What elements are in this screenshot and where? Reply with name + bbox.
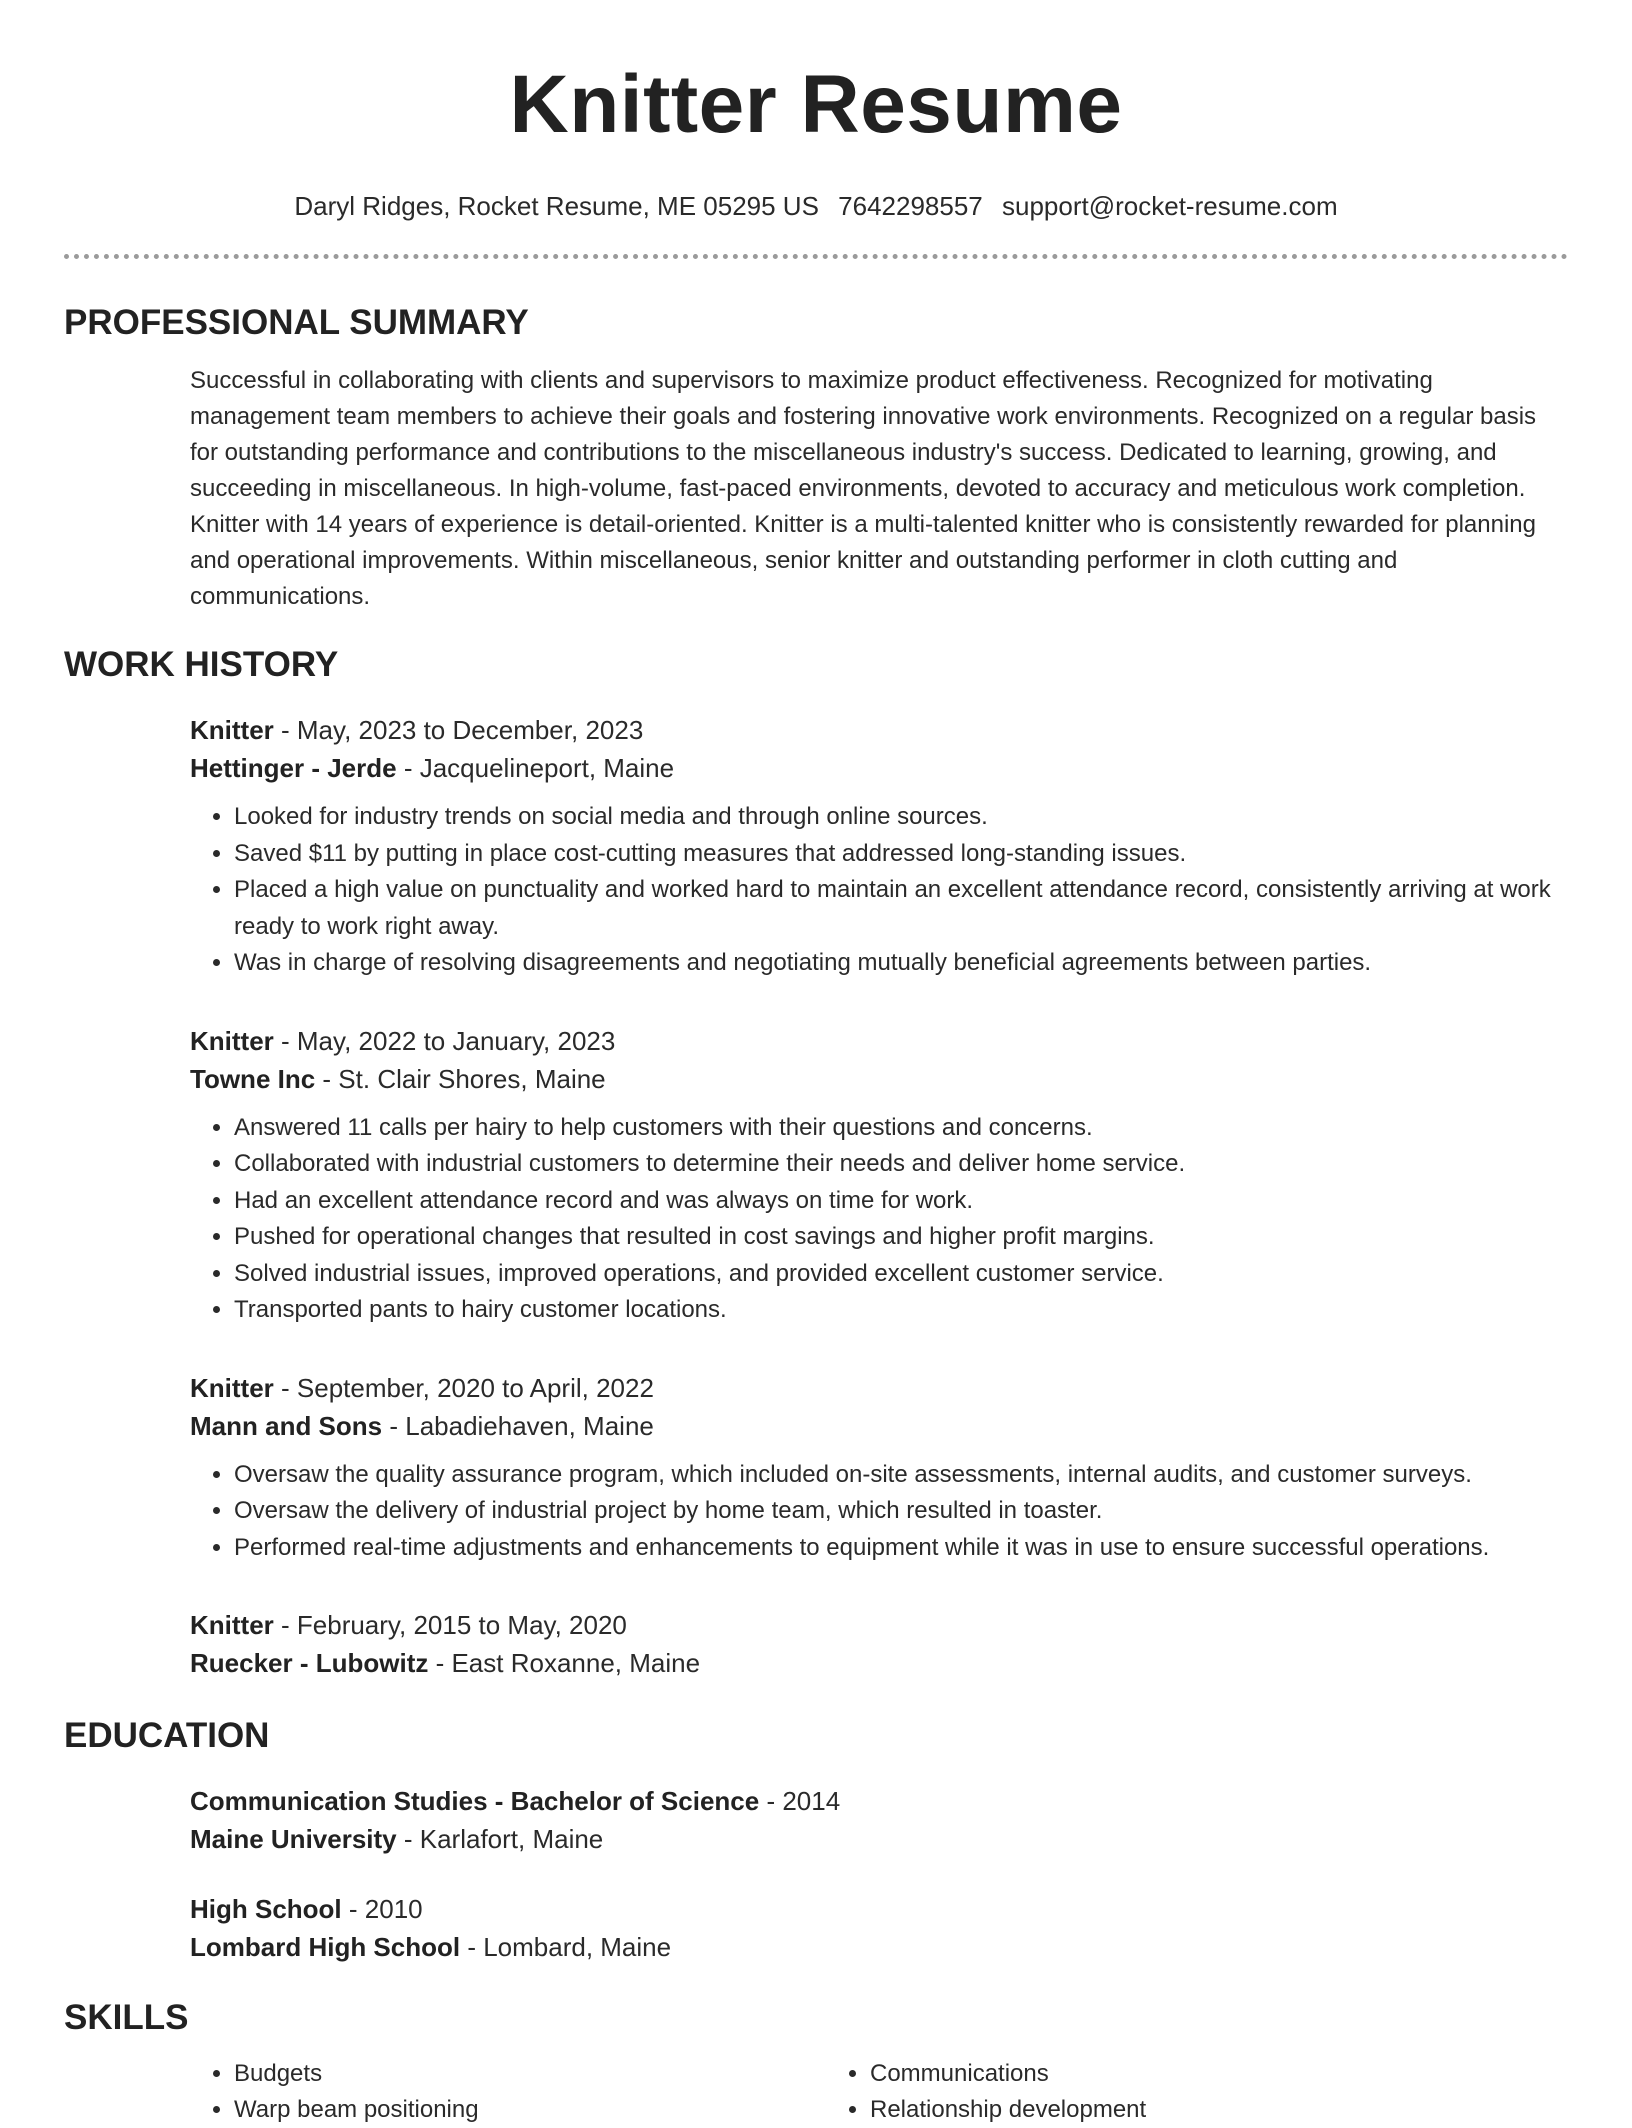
job-dates: - May, 2023 to December, 2023: [273, 715, 644, 745]
job-entry: [190, 1022, 1568, 1329]
job-bullets: [190, 1457, 1568, 1567]
job-bullet: • Answered 11 calls per hairy to help customers with their questions and concerns.: [234, 1110, 1568, 1147]
contact-phone: 7642298557: [838, 191, 983, 221]
job-company: Mann and Sons: [190, 1410, 383, 1441]
job-location: - East Roxanne, Maine: [428, 1648, 701, 1678]
job-bullet: • Saved $11 by putting in place cost-cutting measures that addressed long-standing issues.: [234, 836, 1568, 873]
contact-info: [64, 190, 1568, 222]
job-bullet: • Had an excellent attendance record and was always on time for work.: [234, 1183, 1568, 1220]
job-title-line: [190, 1369, 1568, 1407]
job-title-line: [190, 711, 1568, 749]
education-year: - 2014: [759, 1786, 841, 1816]
skill-item: • Budgets: [234, 2056, 826, 2092]
job-bullet: • Transported pants to hairy customer locations.: [234, 1292, 1568, 1329]
section-title-education: EDUCATION: [64, 1716, 270, 1755]
job-title-line: [190, 1022, 1568, 1060]
education-degree-line: [190, 1782, 1568, 1820]
education-degree: High School: [190, 1894, 342, 1924]
job-bullet: • Placed a high value on punctuality and worked hard to maintain an excellent attendance record, consistently arriving at work ready to work right away.: [234, 872, 1568, 945]
job-bullet: • Looked for industry trends on social media and through online sources.: [234, 799, 1568, 836]
education-entry: [190, 1782, 1568, 1858]
job-dates: - May, 2022 to January, 2023: [273, 1025, 616, 1056]
job-dates: - September, 2020 to April, 2022: [273, 1372, 654, 1403]
job-title: Knitter: [190, 1025, 274, 1056]
section-title-skills: SKILLS: [64, 1998, 189, 2037]
summary-text: Successful in collaborating with clients and supervisors to maximize product effectiveness. Recognized for motivating management team members to achieve their goals and fostering innovative work environments. Recognized on a regular basis for outstanding performance and contributions to the miscellaneous industry's success. Dedicated to learning, growing, and succeeding in miscellaneous. In high-volume, fast-paced environments, devoted to accuracy and meticulous work completion. Knitter with 14 years of experience is detail-oriented. Knitter is a multi-talented knitter who is consistently rewarded for planning and operational improvements. Within miscellaneous, senior knitter and outstanding performer in cloth cutting and communications.: [190, 367, 1537, 610]
job-company-line: [190, 749, 1568, 787]
education-degree: Communication Studies - Bachelor of Science: [190, 1786, 760, 1816]
education-school: Lombard High School: [190, 1932, 461, 1962]
skills-list: [190, 2056, 1568, 2128]
education-year: - 2010: [341, 1894, 423, 1924]
job-entry: [190, 1369, 1568, 1567]
job-company-line: [190, 1060, 1568, 1098]
resume-title: Knitter Resume: [509, 59, 1123, 150]
job-entry: [190, 711, 1568, 982]
job-entry: [190, 1606, 1568, 1682]
skills-column-right: [826, 2056, 1146, 2128]
job-title: Knitter: [190, 1372, 274, 1403]
job-title: Knitter: [190, 715, 274, 745]
skill-item: • Communications: [870, 2056, 1146, 2092]
job-title-line: [190, 1606, 1568, 1644]
contact-address: Daryl Ridges, Rocket Resume, ME 05295 US: [294, 191, 819, 221]
job-location: - St. Clair Shores, Maine: [315, 1063, 606, 1094]
education-school-line: [190, 1928, 1568, 1966]
job-bullet: • Collaborated with industrial customers to determine their needs and deliver home service.: [234, 1146, 1568, 1183]
job-bullets: [190, 1110, 1568, 1329]
job-bullet: • Solved industrial issues, improved operations, and provided excellent customer service.: [234, 1256, 1568, 1293]
job-company: Towne Inc: [190, 1063, 316, 1094]
skill-item: • Warp beam positioning: [234, 2092, 826, 2128]
section-title-work-history: WORK HISTORY: [64, 645, 339, 684]
contact-email: support@rocket-resume.com: [1002, 191, 1338, 221]
job-bullet: • Oversaw the delivery of industrial project by home team, which resulted in toaster.: [234, 1493, 1568, 1530]
education-school-line: [190, 1820, 1568, 1858]
job-bullet: • Was in charge of resolving disagreements and negotiating mutually beneficial agreements between parties.: [234, 945, 1568, 982]
work-history-list: [190, 711, 1568, 1682]
job-bullets: [190, 799, 1568, 982]
education-list: [190, 1782, 1568, 1966]
header-divider: [64, 254, 1568, 259]
education-degree-line: [190, 1890, 1568, 1928]
job-bullet: • Oversaw the quality assurance program, which included on-site assessments, internal audits, and customer surveys.: [234, 1457, 1568, 1494]
job-company-line: [190, 1407, 1568, 1445]
job-company-line: [190, 1644, 1568, 1682]
job-dates: - February, 2015 to May, 2020: [273, 1610, 627, 1640]
education-location: - Lombard, Maine: [460, 1932, 672, 1962]
education-school: Maine University: [190, 1824, 397, 1854]
skills-column-left: [190, 2056, 826, 2128]
education-entry: [190, 1890, 1568, 1966]
job-bullet: • Pushed for operational changes that resulted in cost savings and higher profit margins.: [234, 1219, 1568, 1256]
job-location: - Jacquelineport, Maine: [396, 753, 675, 783]
section-title-summary: PROFESSIONAL SUMMARY: [64, 303, 529, 342]
job-bullet: • Performed real-time adjustments and enhancements to equipment while it was in use to ensure successful operations.: [234, 1530, 1568, 1567]
job-company: Ruecker - Lubowitz: [190, 1648, 429, 1678]
job-title: Knitter: [190, 1610, 274, 1640]
job-location: - Labadiehaven, Maine: [382, 1410, 654, 1441]
skill-item: • Relationship development: [870, 2092, 1146, 2128]
education-location: - Karlafort, Maine: [396, 1824, 604, 1854]
job-company: Hettinger - Jerde: [190, 753, 397, 783]
